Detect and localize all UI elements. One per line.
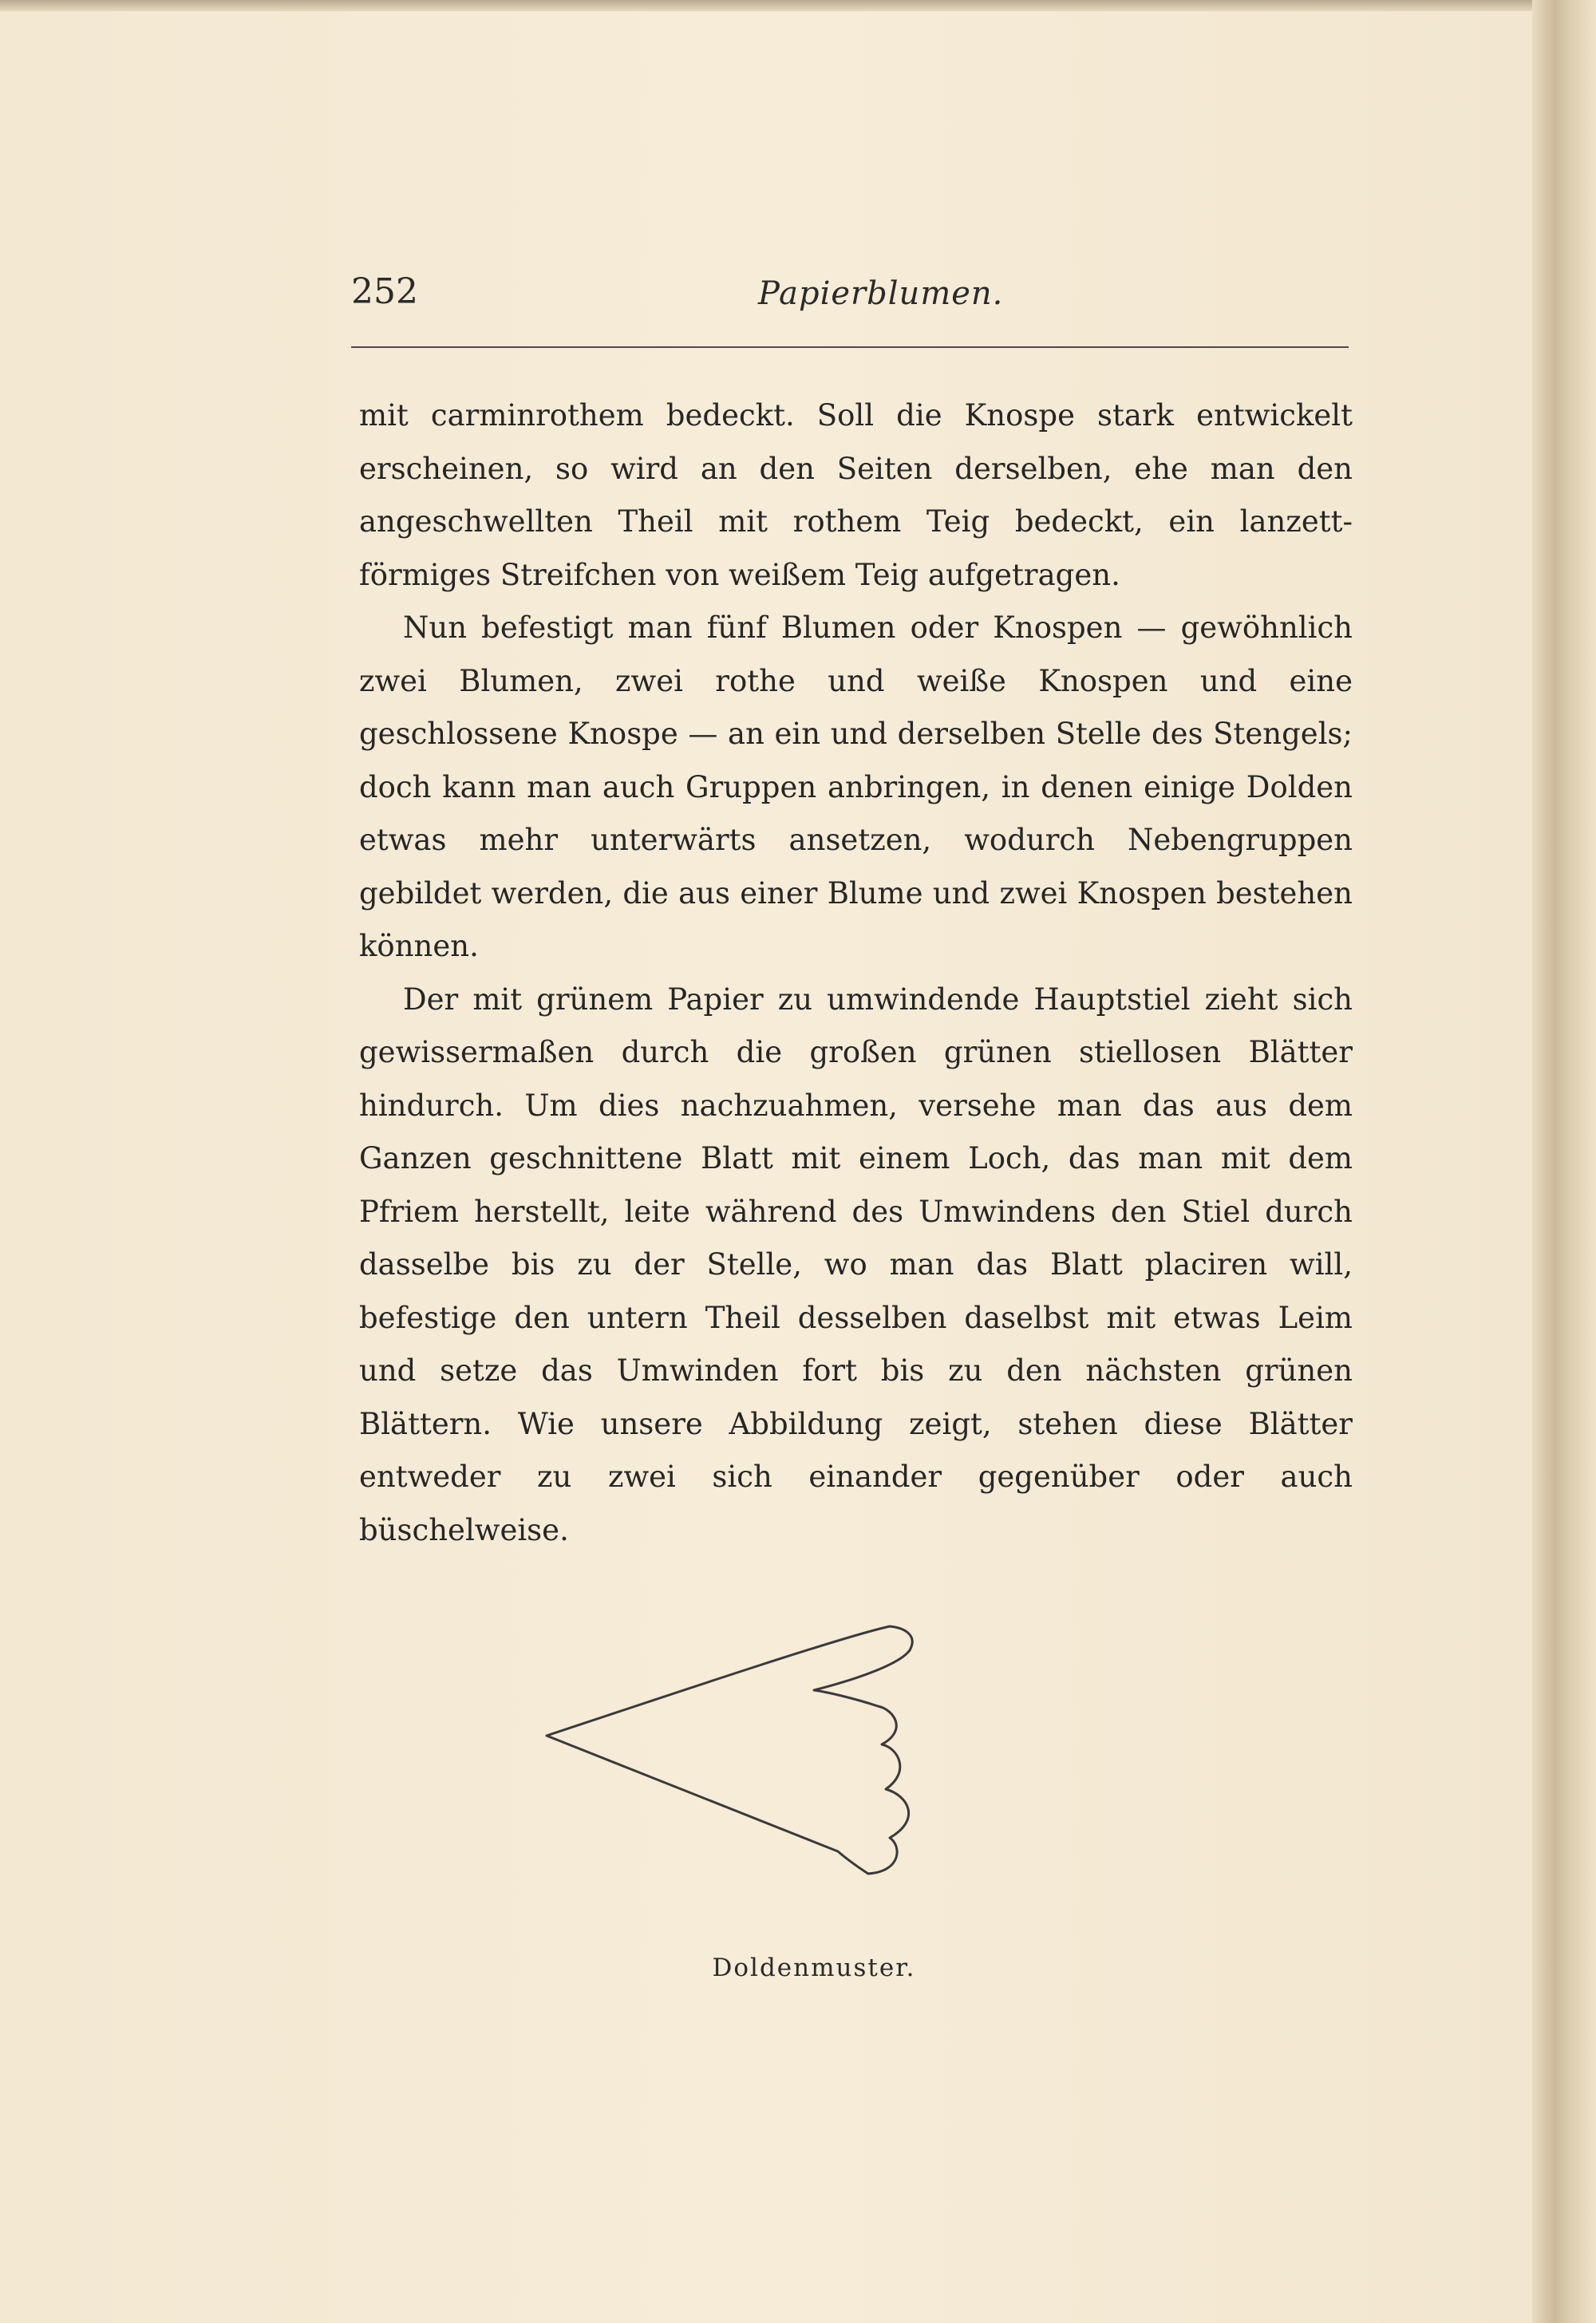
paragraph-2: Nun befestigt man fünf Blumen oder Knospen — gewöhnlich zwei Blumen, zwei rothe und weiße Knospen und eine geschlossene Knospe — an ein und derselben Stelle des Stengels; doch kann man auch Gruppen anbringen, in denen einige Dolden etwas mehr unterwärts ansetzen, wodurch Nebengruppen gebildet werden, die aus einer Blume und zwei Knospen bestehen können. [359,610,1353,963]
paragraph-1: mit carminrothem bedeckt. Soll die Knospe stark entwickelt erscheinen, so wird an den Seiten derselben, ehe man den angeschwellten Theil mit rothem Teig bedeckt, ein lanzett-förmiges Streifchen von weißem Teig aufgetragen. [359,398,1353,592]
paragraph-3: Der mit grünem Papier zu umwindende Hauptstiel zieht sich gewissermaßen durch die großen grünen stiellosen Blätter hindurch. Um dies nachzuahmen, versehe man das aus dem Ganzen geschnittene Blatt mit einem Loch, das man mit dem Pfriem herstellt, leite während des Umwindens den Stiel durch dasselbe bis zu der Stelle, wo man das Blatt placiren will, befestige den untern Theil desselben daselbst mit etwas Leim und setze das Umwinden fort bis zu den nächsten grünen Blättern. Wie unsere Abbildung zeigt, stehen diese Blätter entweder zu zwei sich einander gegenüber oder auch büschelweise. [359,982,1353,1547]
running-head: Papierblumen. [758,275,1004,312]
umbel-pattern-outline [547,1626,912,1874]
body-text [359,389,1353,1557]
page-binding-edge [1532,0,1596,2323]
page-top-edge [0,0,1548,11]
figure-caption: Doldenmuster. [712,1954,916,1982]
umbel-pattern-illustration [527,1604,1197,1963]
page-number: 252 [351,271,418,312]
header-rule [351,346,1349,348]
